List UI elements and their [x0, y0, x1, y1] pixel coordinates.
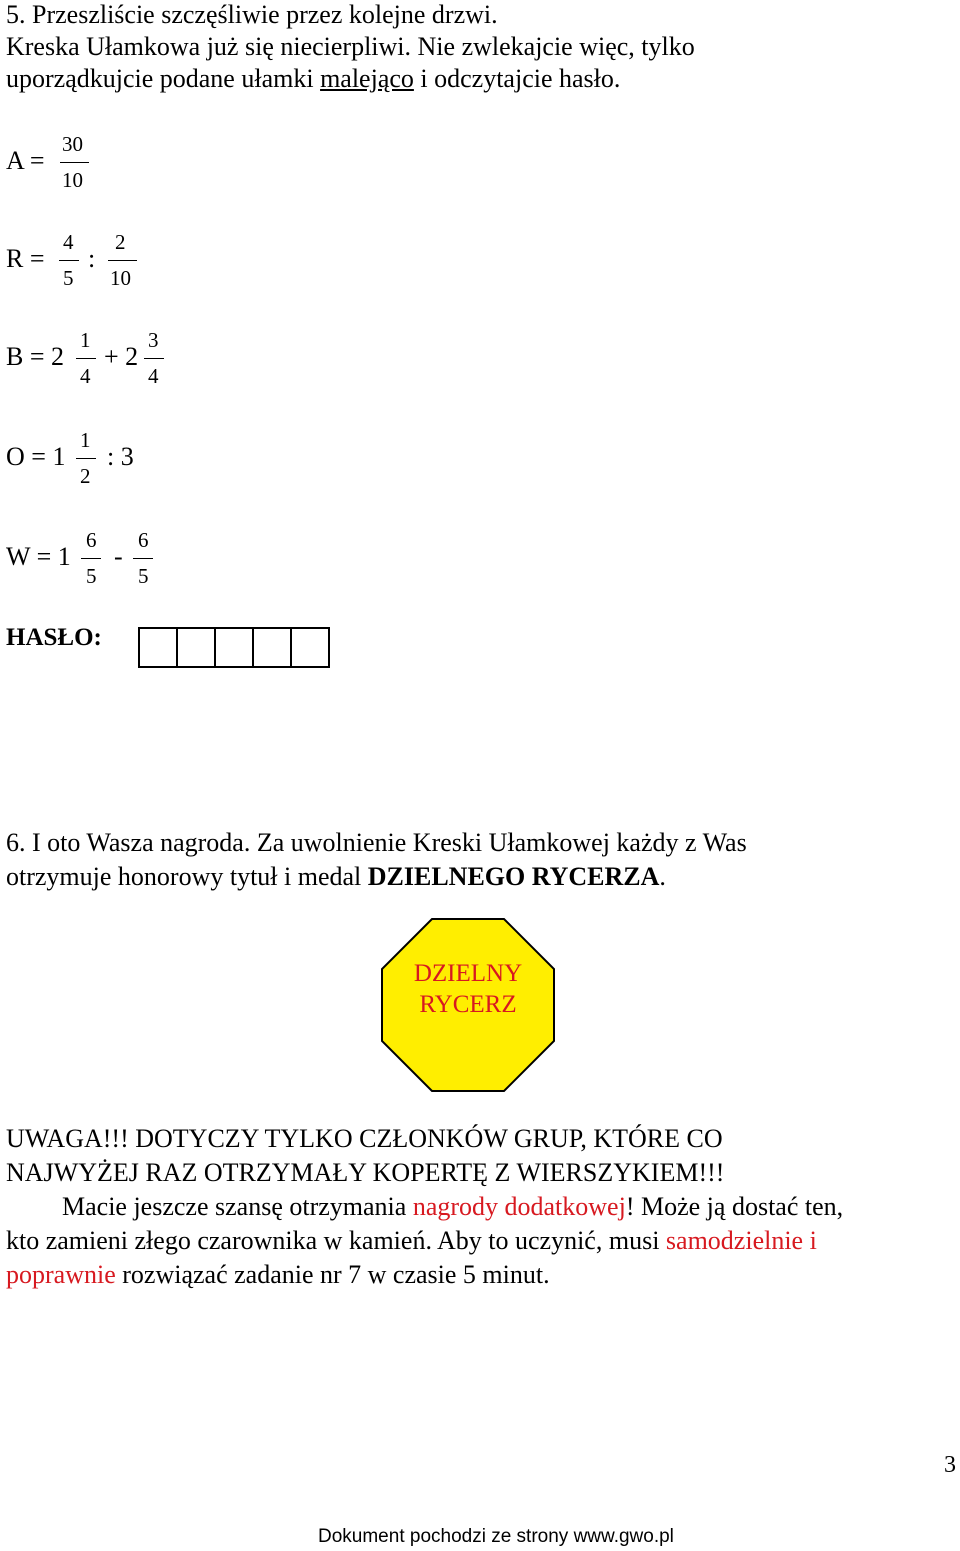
equation-r-numerator-1: 4 [63, 230, 74, 254]
notice-line4 [6, 1226, 817, 1256]
task6-line2 [6, 862, 666, 892]
task5-underlined-word: malejąco [320, 64, 414, 93]
task6-title: DZIELNEGO RYCERZA [367, 862, 660, 891]
task6-line2-post: . [659, 862, 666, 891]
equation-o-label: O = 1 [6, 442, 66, 471]
password-box-1[interactable] [138, 627, 178, 668]
equation-w-numerator-1: 6 [86, 528, 97, 552]
task5-line3-post: i odczytajcie hasło. [413, 64, 621, 93]
fraction-bar [133, 558, 153, 559]
page-number: 3 [944, 1452, 956, 1478]
task5-line1: 5. Przeszliście szczęśliwie przez kolejne drzwi. [6, 0, 498, 29]
equation-r-label: R = [6, 244, 45, 273]
equation-w-label: W = 1 [6, 542, 71, 571]
fraction-bar [144, 358, 164, 359]
password-box-4[interactable] [252, 627, 292, 668]
equation-w-numerator-2: 6 [138, 528, 149, 552]
notice-line5 [6, 1260, 550, 1290]
equation-w-operator: - [114, 542, 123, 571]
notice-line5-post: rozwiązać zadanie nr 7 w czasie 5 minut. [115, 1260, 550, 1289]
fraction-bar [76, 358, 96, 359]
password-boxes [138, 627, 330, 668]
footer-source: Dokument pochodzi ze strony www.gwo.pl [318, 1526, 674, 1547]
notice-line4-text: kto zamieni złego czarownika w kamień. Aby to uczynić, musi [6, 1226, 666, 1255]
equation-b-label: B = 2 [6, 342, 65, 371]
fraction-bar [60, 162, 89, 163]
task6-line1: 6. I oto Wasza nagroda. Za uwolnienie Kreski Ułamkowej każdy z Was [6, 828, 747, 857]
password-box-3[interactable] [214, 627, 254, 668]
notice-highlight-reward: nagrody dodatkowej [412, 1192, 626, 1221]
equation-r-denominator-2: 10 [110, 266, 131, 290]
task5-line3 [6, 64, 620, 94]
task6-line2-pre: otrzymuje honorowy tytuł i medal [6, 862, 368, 891]
password-box-2[interactable] [176, 627, 216, 668]
equation-r-numerator-2: 2 [115, 230, 126, 254]
medal-text [381, 958, 555, 1020]
equation-o-numerator: 1 [80, 428, 91, 452]
haslo-label: HASŁO: [6, 624, 102, 651]
equation-b-denominator-2: 4 [148, 364, 159, 388]
equation-b-numerator-1: 1 [80, 328, 91, 352]
equation-w-denominator-1: 5 [86, 564, 97, 588]
fraction-bar [76, 458, 96, 459]
medal-line-1: DZIELNY [413, 960, 523, 987]
medal-line-2: RYCERZ [419, 991, 517, 1018]
fraction-bar [81, 558, 101, 559]
equation-w-denominator-2: 5 [138, 564, 149, 588]
fraction-bar [108, 260, 137, 261]
notice-line2: NAJWYŻEJ RAZ OTRZYMAŁY KOPERTĘ Z WIERSZYKIEM!!! [6, 1158, 725, 1187]
notice-highlight-independently: samodzielnie i [665, 1226, 817, 1255]
notice-line3 [62, 1192, 843, 1222]
equation-o-denominator: 2 [80, 464, 91, 488]
fraction-bar [59, 260, 79, 261]
notice-highlight-correctly: poprawnie [6, 1260, 116, 1289]
task5-line2: Kreska Ułamkowa już się niecierpliwi. Nie zwlekajcie więc, tylko [6, 32, 695, 61]
notice-line3-pre: Macie jeszcze szansę otrzymania [62, 1192, 413, 1221]
equation-a-denominator: 10 [62, 168, 83, 192]
notice-line3-post: ! Może ją dostać ten, [625, 1192, 844, 1221]
equation-r-denominator-1: 5 [63, 266, 74, 290]
equation-o-operator: : 3 [107, 442, 134, 471]
notice-line1: UWAGA!!! DOTYCZY TYLKO CZŁONKÓW GRUP, KTÓRE CO [6, 1124, 723, 1153]
equation-a-numerator: 30 [62, 132, 83, 156]
equation-b-numerator-2: 3 [148, 328, 159, 352]
equation-r-operator: : [88, 244, 96, 273]
equation-b-denominator-1: 4 [80, 364, 91, 388]
equation-a-label: A = [6, 146, 45, 175]
task5-line3-pre: uporządkujcie podane ułamki [6, 64, 321, 93]
equation-b-operator: + 2 [104, 342, 139, 371]
password-box-5[interactable] [290, 627, 330, 668]
